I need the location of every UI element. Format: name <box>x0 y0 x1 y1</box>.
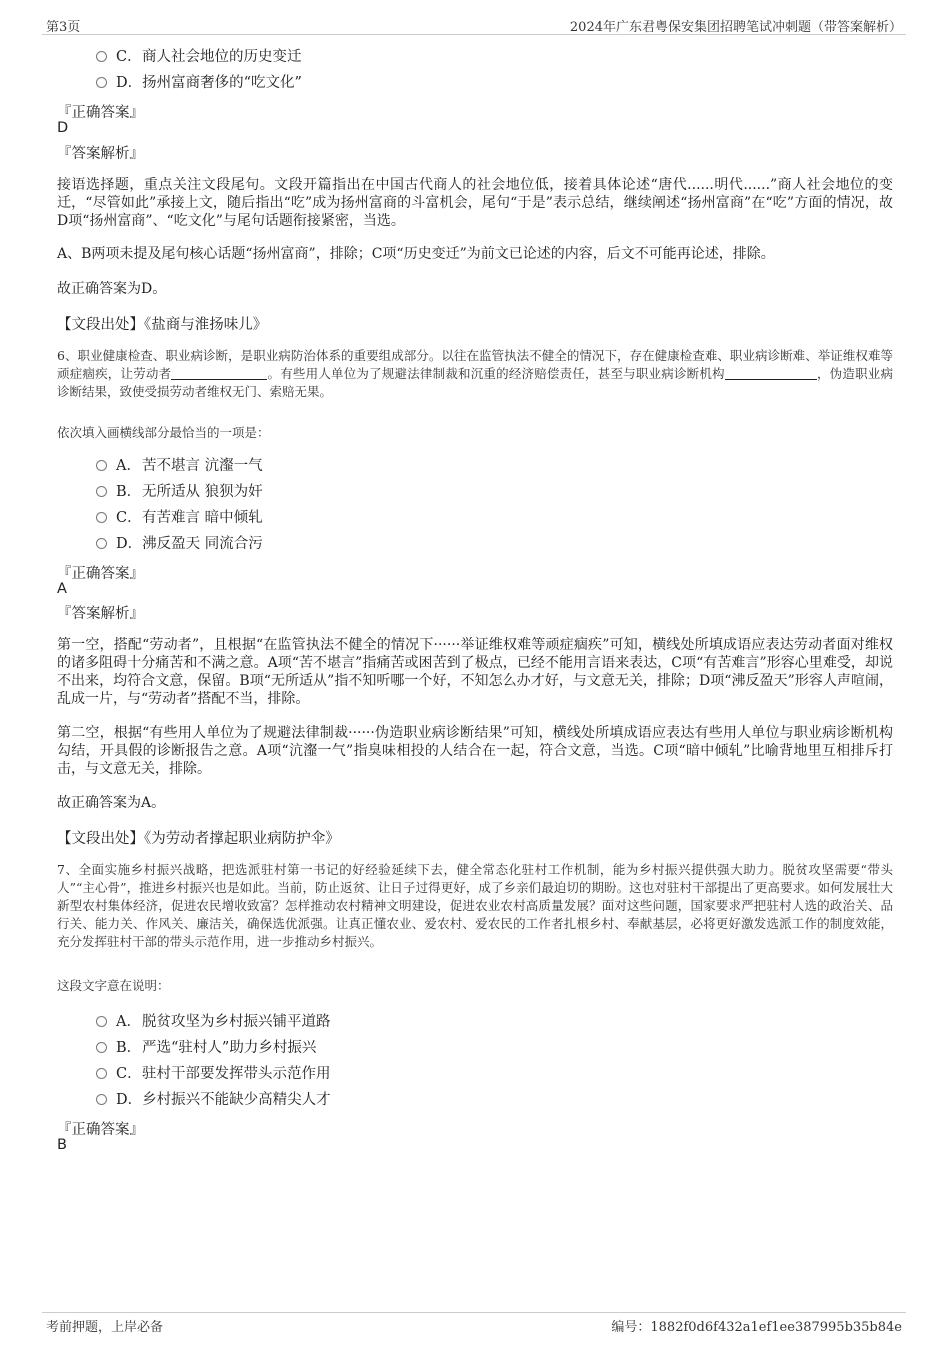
q6-option-c[interactable]: C．有苦难言 暗中倾轧 <box>96 508 263 528</box>
q6-analysis-paragraph: 第一空，搭配“劳动者”，且根据“在监管执法不健全的情况下······举证维权难等顽症痼疾”可知，横线处所填成语应表达劳动者面对维权的诸多阻碍十分痛苦和不满之意。A项“苦不堪言”指痛苦或困苦到了极点，已经不能用言语来表达，C项“有苦难言”形容心里难受，却说不出来，均符合文意，保留。B项“无所适从”指不知听哪一个好，不知怎么办才好，与文意无关，排除；D项“沸反盈天”形容人声喧闹，乱成一片，与“劳动者”搭配不当，排除。 <box>57 637 893 707</box>
radio-icon[interactable] <box>96 538 107 549</box>
q7-option-b[interactable]: B．严选“驻村人”助力乡村振兴 <box>96 1038 316 1058</box>
radio-icon[interactable] <box>96 1094 107 1105</box>
radio-icon[interactable] <box>96 77 107 88</box>
q7-answer: B <box>57 1137 67 1153</box>
q5-conclusion: 故正确答案为D。 <box>57 281 167 297</box>
document-title: 2024年广东君粤保安集团招聘笔试冲刺题（带答案解析） <box>569 20 902 35</box>
q7-option-a[interactable]: A．脱贫攻坚为乡村振兴铺平道路 <box>96 1012 331 1032</box>
q6-answer: A <box>57 581 67 597</box>
page-number: 第3页 <box>46 20 81 35</box>
footer-slogan: 考前押题，上岸必备 <box>46 1320 164 1335</box>
q6-answer-label: 『正确答案』 <box>57 566 144 582</box>
q6-source: 【文段出处】《为劳动者撑起职业病防护伞》 <box>57 831 340 847</box>
q5-option-c[interactable]: C．商人社会地位的历史变迁 <box>96 47 302 67</box>
radio-icon[interactable] <box>96 1068 107 1079</box>
document-id: 编号：1882f0d6f432a1ef1ee387995b35b84e <box>611 1320 902 1335</box>
q5-answer: D <box>57 120 69 136</box>
q5-analysis-label: 『答案解析』 <box>57 146 144 162</box>
radio-icon[interactable] <box>96 1016 107 1027</box>
q6-option-b[interactable]: B．无所适从 狼狈为奸 <box>96 482 263 502</box>
q7-prompt: 这段文字意在说明： <box>57 978 170 993</box>
q5-answer-label: 『正确答案』 <box>57 105 144 121</box>
q6-prompt: 依次填入画横线部分最恰当的一项是： <box>57 425 270 440</box>
radio-icon[interactable] <box>96 460 107 471</box>
q7-answer-label: 『正确答案』 <box>57 1122 144 1138</box>
q5-option-d[interactable]: D．扬州富商奢侈的“吃文化” <box>96 73 302 93</box>
q5-analysis-paragraph: 接语选择题，重点关注文段尾句。文段开篇指出在中国古代商人的社会地位低，接着具体论述“唐代......明代......”商人社会地位的变迁，“尽管如此”承接上文，随后指出“吃”成为扬州富商的斗富机会，尾句“于是”表示总结，继续阐述“扬州富商”在“吃”方面的情况，故D项“扬州富商”、“吃文化”与尾句话题衔接紧密，当选。 <box>57 177 893 229</box>
q6-option-d[interactable]: D．沸反盈天 同流合污 <box>96 534 263 554</box>
fill-blank <box>725 365 817 380</box>
radio-icon[interactable] <box>96 512 107 523</box>
radio-icon[interactable] <box>96 486 107 497</box>
q7-option-d[interactable]: D．乡村振兴不能缺少高精尖人才 <box>96 1090 331 1110</box>
q7-option-c[interactable]: C．驻村干部要发挥带头示范作用 <box>96 1064 331 1084</box>
radio-icon[interactable] <box>96 51 107 62</box>
q6-analysis-paragraph: 第二空，根据“有些用人单位为了规避法律制裁······伪造职业病诊断结果”可知，横线处所填成语应表达有些用人单位与职业病诊断机构勾结，开具假的诊断报告之意。A项“沆瀣一气”指臭味相投的人结合在一起，符合文意，当选。C项“暗中倾轧”比喻背地里互相排斥打击，与文意无关，排除。 <box>57 725 893 777</box>
q5-analysis-paragraph: A、B两项未提及尾句核心话题“扬州富商”，排除；C项“历史变迁”为前文已论述的内容，后文不可能再论述，排除。 <box>57 246 775 262</box>
q6-analysis-label: 『答案解析』 <box>57 606 144 622</box>
radio-icon[interactable] <box>96 1042 107 1053</box>
fill-blank <box>171 365 267 380</box>
q5-source: 【文段出处】《盐商与淮扬味儿》 <box>57 317 268 333</box>
q6-conclusion: 故正确答案为A。 <box>57 795 166 811</box>
page-footer <box>42 1312 906 1335</box>
q6-stem: 6、职业健康检查、职业病诊断，是职业病防治体系的重要组成部分。以往在监管执法不健全的情况下，存在健康检查难、职业病诊断难、举证维权难等顽症痼疾，让劳动者 。有些用人单位为了规避法律制裁和沉重的经济赔偿责任，甚至与职业病诊断机构 ，伪造职业病诊断结果，致使受损劳动者维权无门、索赔无果。 <box>57 348 893 399</box>
q6-option-a[interactable]: A．苦不堪言 沆瀣一气 <box>96 456 263 476</box>
q7-stem: 7、全面实施乡村振兴战略，把选派驻村第一书记的好经验延续下去，健全常态化驻村工作机制，能为乡村振兴提供强大助力。脱贫攻坚需要“带头人”“主心骨”，推进乡村振兴也是如此。当前，防止返贫、让日子过得更好，成了乡亲们最迫切的期盼。这也对驻村干部提出了更高要求。如何发展壮大新型农村集体经济，促进农民增收致富？怎样推动农村精神文明建设，促进农业农村高质量发展？面对这些问题，国家要求严把驻村人选的政治关、品行关、能力关、作风关、廉洁关，确保选优派强。让真正懂农业、爱农村、爱农民的工作者扎根乡村、奉献基层，必将更好激发选派工作的制度效能，充分发挥驻村干部的带头示范作用，进一步推动乡村振兴。 <box>57 862 893 949</box>
page-header <box>42 14 906 35</box>
